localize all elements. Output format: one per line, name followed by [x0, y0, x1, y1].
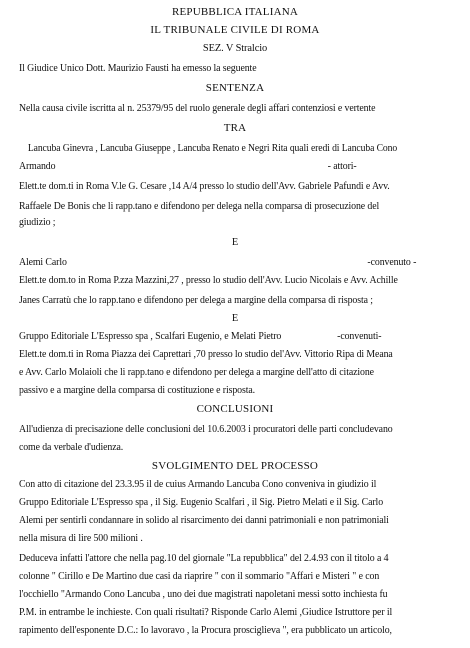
e-separator-2: E — [231, 313, 239, 324]
republic-heading: REPUBBLICA ITALIANA — [171, 6, 299, 18]
party3-line4: passivo e a margine della comparsa di costituzione e risposta. — [18, 385, 255, 396]
section-heading: SEZ. V Stralcio — [202, 43, 268, 54]
party2-role: -convenuto - — [367, 257, 417, 268]
sentenza-heading: SENTENZA — [205, 82, 265, 94]
party3-names: Gruppo Editoriale L'Espresso spa , Scalfari Eugenio, e Melati Pietro — [18, 331, 282, 342]
svolgimento-line1: Con atto di citazione del 23.3.95 il de cuius Armando Lancuba Cono conveniva in giudizio il — [18, 479, 377, 490]
svolgimento-line3: Alemi per sentirli condannare in solido al risarcimento dei danni patrimoniali e non patrimoniali — [18, 515, 389, 526]
svolgimento-heading: SVOLGIMENTO DEL PROCESSO — [151, 460, 319, 472]
party2-name: Alemi Carlo — [18, 257, 67, 268]
conclusioni-line1: All'udienza di precisazione delle conclusioni del 10.6.2003 i procuratori delle parti concludevano — [18, 424, 393, 435]
tra-heading: TRA — [223, 122, 247, 134]
party2-line1 — [0, 256, 464, 269]
svolgimento-line6: colonne " Cirillo e De Martino due casi da riaprire " con il sommario "Affari e Misteri " e con — [18, 571, 380, 582]
judge-line: Il Giudice Unico Dott. Maurizio Fausti ha emesso la seguente — [18, 63, 257, 74]
svolgimento-line4: nella misura di lire 500 milioni . — [18, 533, 143, 544]
party3-line1 — [0, 330, 464, 343]
party1-line2 — [0, 160, 464, 173]
svolgimento-line5: Deduceva infatti l'attore che nella pag.10 del giornale "La repubblica" del 2.4.93 con il titolo a 4 — [18, 553, 389, 564]
svolgimento-line8: P.M. in entrambe le inchieste. Con quali risultati? Risponde Carlo Alemi ,Giudice Istruttore per il — [18, 607, 393, 618]
party1-name-end: Armando — [18, 161, 56, 172]
svolgimento-line2: Gruppo Editoriale L'Espresso spa , il Sig. Eugenio Scalfari , il Sig. Pietro Melati e il Sig. Carlo — [18, 497, 384, 508]
conclusioni-heading: CONCLUSIONI — [196, 403, 274, 415]
party1-line1: Lancuba Ginevra , Lancuba Giuseppe , Lancuba Renato e Negri Rita quali eredi di Lancuba Cono — [27, 143, 398, 154]
party3-line3: e Avv. Carlo Molaioli che li rapp.tano e difendono per delega a margine dell'atto di citazione — [18, 367, 374, 378]
party2-line3: Janes Carratù che lo rapp.tano e difendono per delega a margine della comparsa di risposta ; — [18, 295, 373, 306]
party1-line3: Elett.te dom.ti in Roma V.le G. Cesare ,14 A/4 presso lo studio dell'Avv. Gabriele Pafundi e Avv. — [18, 181, 390, 192]
e-separator-1: E — [231, 237, 239, 248]
conclusioni-line2: come da verbale d'udienza. — [18, 442, 124, 453]
svolgimento-line9: rapimento dell'esponente D.C.: Io lavoravo , la Procura prosciglieva ", era pubblicato un articolo, — [18, 625, 392, 636]
party3-role: -convenuti- — [337, 331, 382, 342]
svolgimento-line7: l'occhiello "Armando Cono Lancuba , uno dei due magistrati napoletani messi sotto inchiesta fu — [18, 589, 388, 600]
court-heading: IL TRIBUNALE CIVILE DI ROMA — [150, 24, 320, 36]
party3-line2: Elett.te dom.ti in Roma Piazza dei Caprettari ,70 presso lo studio del'Avv. Vittorio Ripa di Meana — [18, 349, 393, 360]
party1-line5: giudizio ; — [18, 217, 56, 228]
party2-line2: Elett.te dom.to in Roma P.zza Mazzini,27 , presso lo studio dell'Avv. Lucio Nicolais e Avv. Achille — [18, 275, 398, 286]
party1-role: - attori- — [327, 161, 357, 172]
party1-line4: Raffaele De Bonis che li rapp.tano e difendono per delega nella comparsa di prosecuzione del — [18, 201, 380, 212]
cause-line: Nella causa civile iscritta al n. 25379/95 del ruolo generale degli affari contenziosi e vertente — [18, 103, 376, 114]
